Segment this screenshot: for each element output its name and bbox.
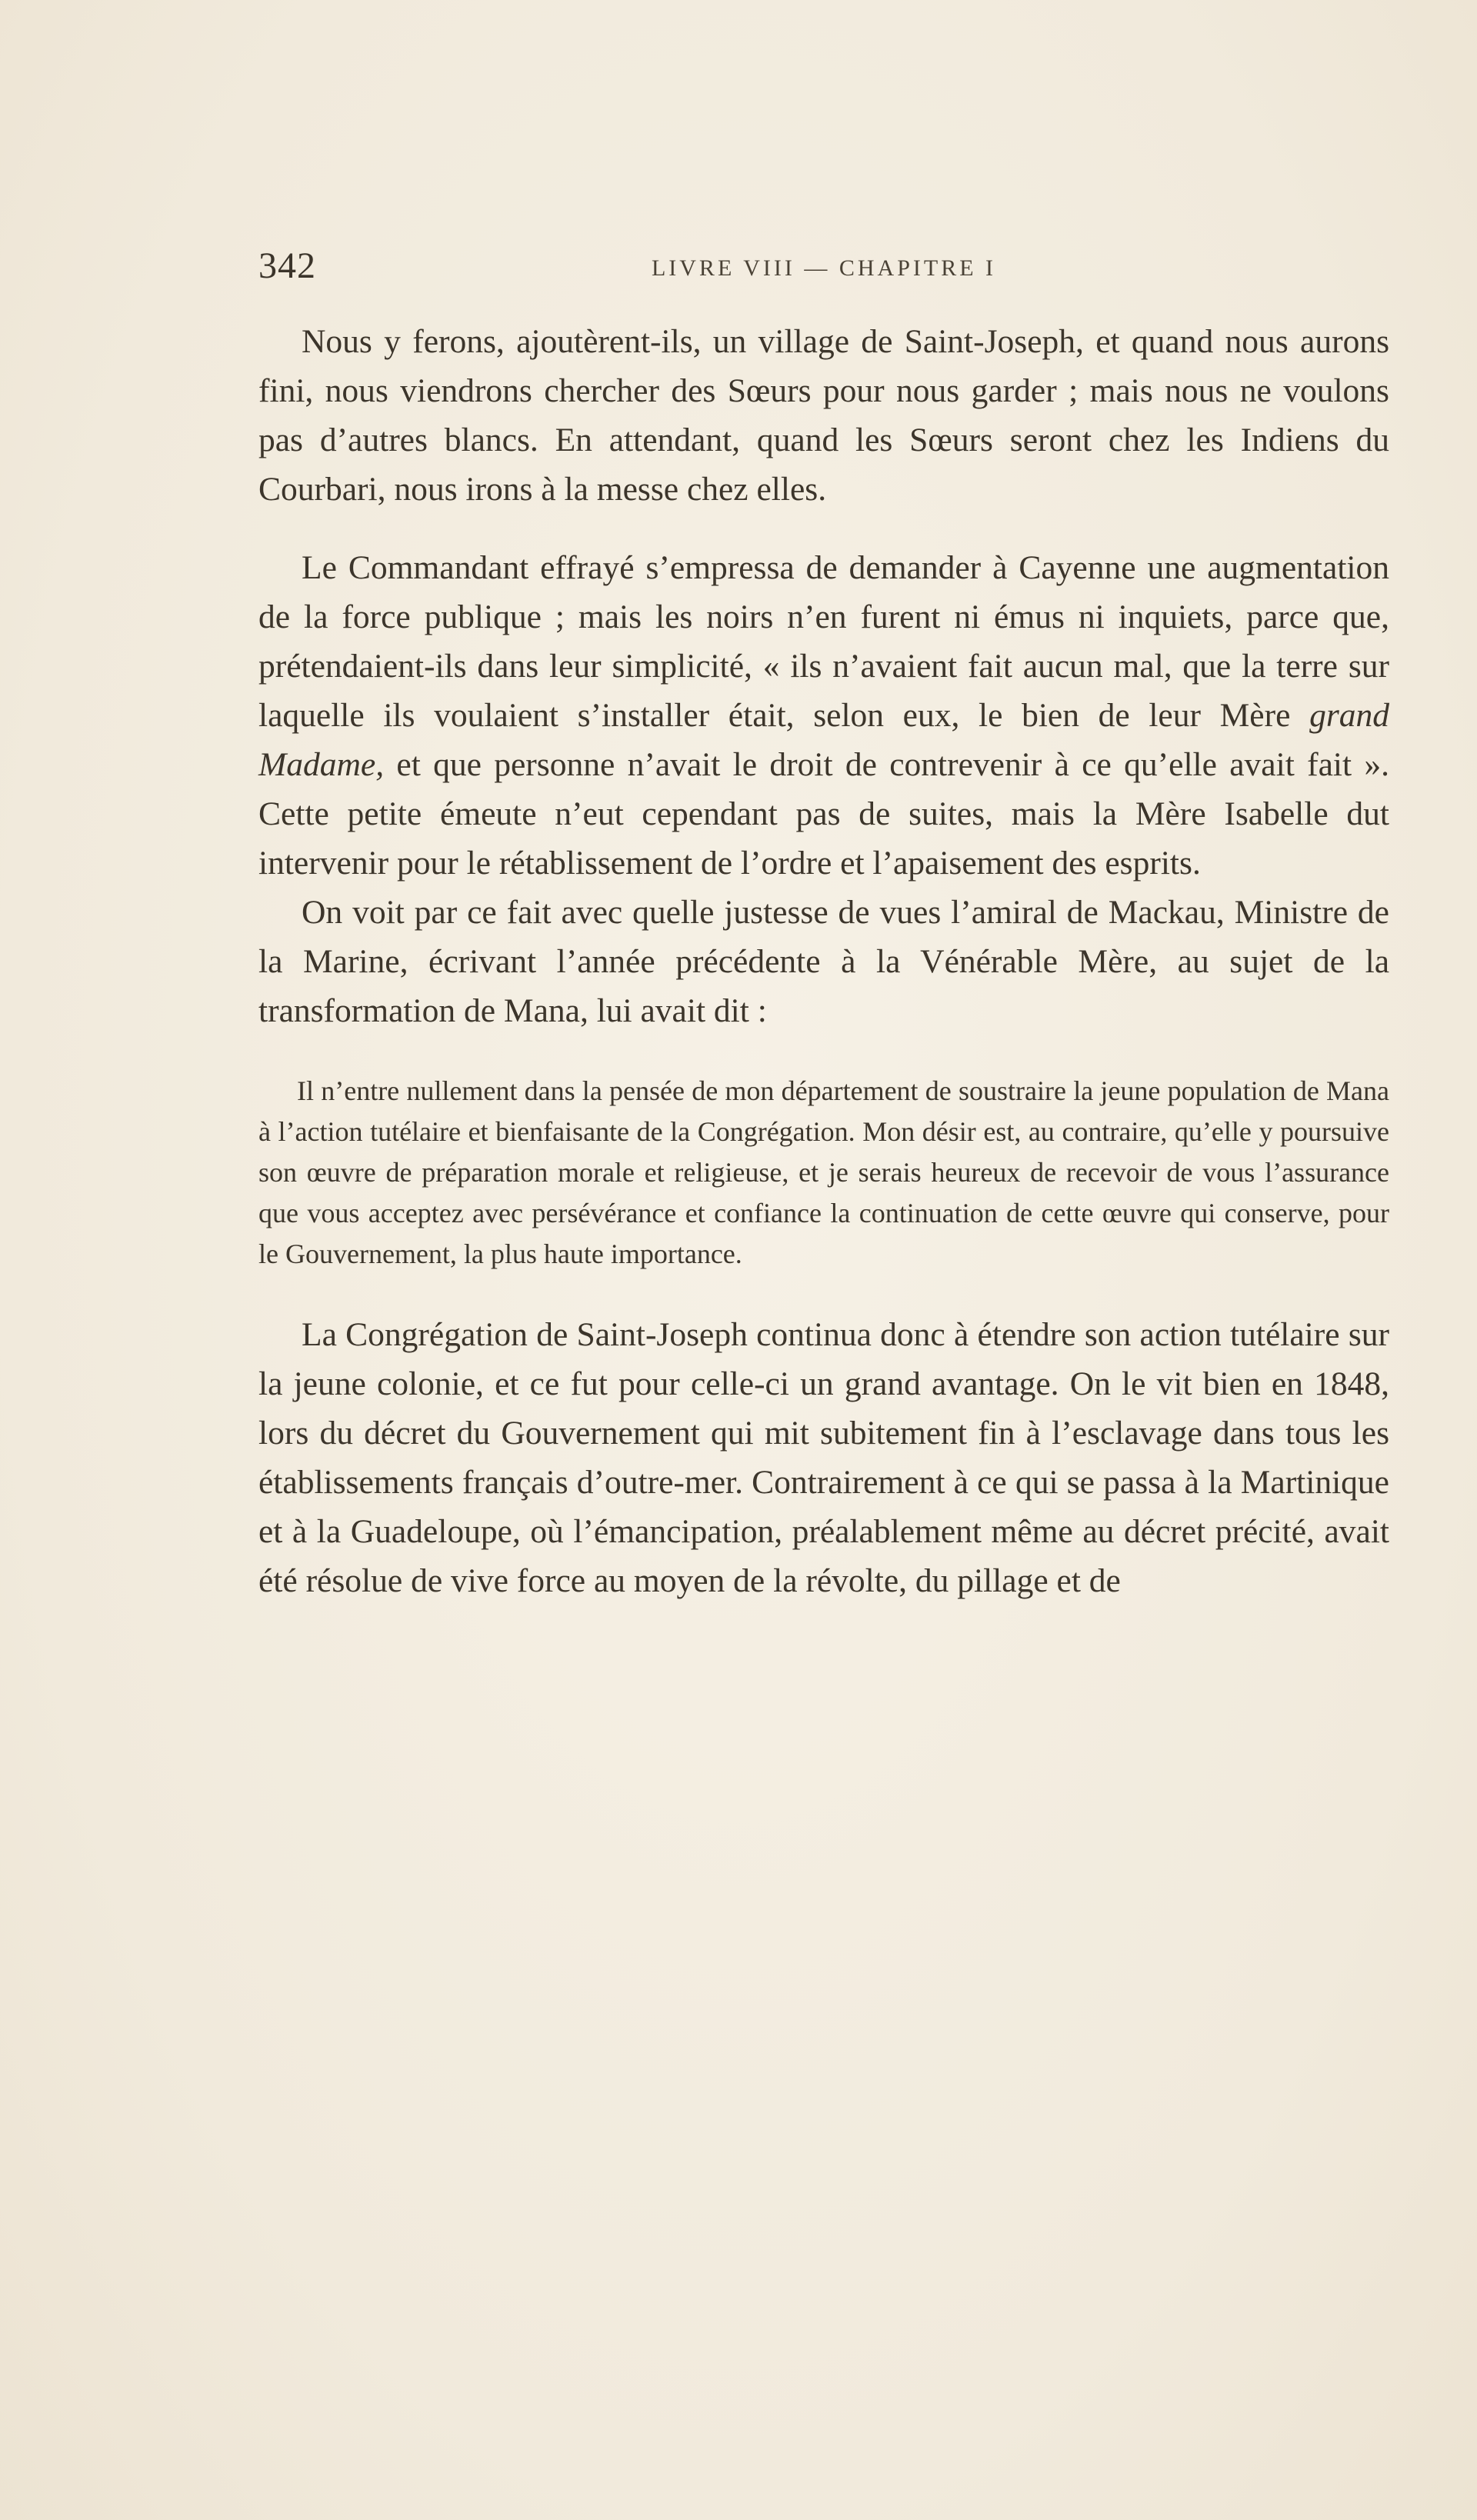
body-text bbox=[258, 317, 1389, 1605]
block-quote: Il n’entre nullement dans la pensée de mon département de soustraire la jeune population de Mana à l’action tutélaire et bienfaisante de la Congrégation. Mon désir est, au contraire, qu’elle y poursuive son œuvre de préparation morale et religieuse, et je serais heureux de recevoir de vous l’assurance que vous acceptez avec persévérance et confiance la continuation de cette œuvre qui conserve, pour le Gouvernement, la plus haute importance. bbox=[258, 1075, 1389, 1269]
page-header bbox=[258, 245, 1389, 291]
paragraph-2-text-a: Le Commandant effrayé s’empressa de demander à Cayenne une augmentation de la force publique ; mais les noirs n’en furent ni émus ni inquiets, parce que, prétendaient-ils dans leur simplicité, « ils n’avaient fait aucun mal, que la terre sur laquelle ils voulaient s’installer était, selon eux, le bien de leur Mère bbox=[258, 549, 1389, 734]
paragraph-4: La Congrégation de Saint-Joseph continua donc à étendre son action tutélaire sur la jeune colonie, et ce fut pour celle-ci un grand avantage. On le vit bien en 1848, lors du décret du Gouvernement qui mit subitement fin à l’esclavage dans tous les établissements français d’outre-mer. Contrairement à ce qui se passa à la Martinique et à la Guadeloupe, où l’émancipation, préalablement même au décret précité, avait été résolue de vive force au moyen de la révolte, du pillage et de bbox=[258, 1316, 1389, 1599]
paragraph-1: Nous y ferons, ajoutèrent-ils, un village de Saint-Joseph, et quand nous aurons fini, nous viendrons chercher des Sœurs pour nous garder ; mais nous ne voulons pas d’autres blancs. En attendant, quand les Sœurs seront chez les Indiens du Courbari, nous irons à la messe chez elles. bbox=[258, 323, 1389, 508]
running-head: LIVRE VIII — CHAPITRE I bbox=[651, 255, 997, 281]
paragraph-2-italic: grand Madame, bbox=[258, 697, 1389, 783]
page-number: 342 bbox=[258, 245, 316, 286]
paragraph-2 bbox=[258, 543, 1389, 888]
paragraph-3: On voit par ce fait avec quelle justesse de vues l’amiral de Mackau, Ministre de la Marine, écrivant l’année précédente à la Vénérable Mère, au sujet de la transformation de Mana, lui avait dit : bbox=[258, 894, 1389, 1029]
paragraph-2-text-b: et que personne n’avait le droit de contrevenir à ce qu’elle avait fait ». Cette petite émeute n’eut cependant pas de suites, mais la Mère Isabelle dut intervenir pour le rétablissement de l’ordre et l’apaisement des esprits. bbox=[258, 746, 1389, 882]
